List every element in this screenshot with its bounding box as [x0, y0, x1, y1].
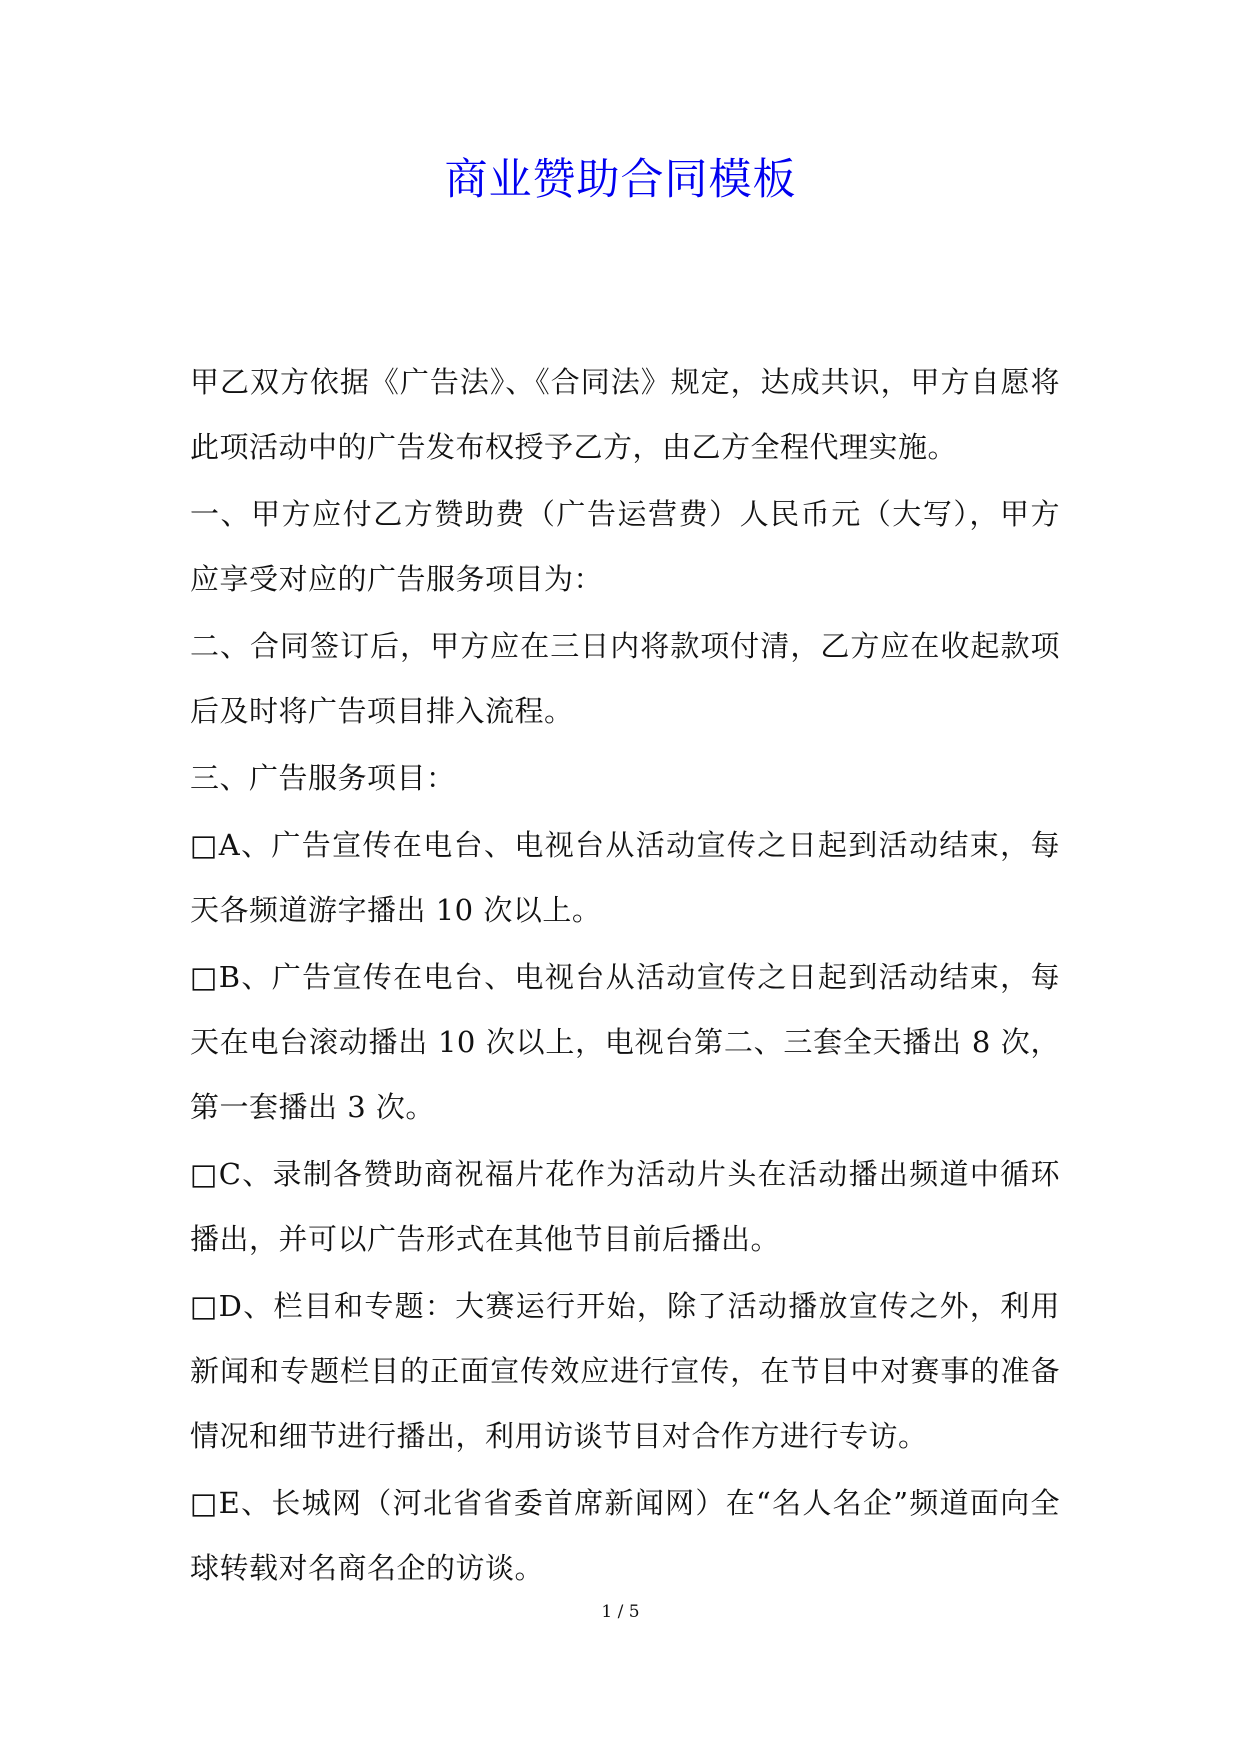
paragraph-option-c: □C、录制各赞助商祝福片花作为活动片头在活动播出频道中循环播出，并可以广告形式在其他节目前后播出。: [190, 1157, 1060, 1256]
paragraph-clause-3-heading: 三、广告服务项目：: [190, 761, 456, 795]
document-body: [190, 350, 1060, 1603]
paragraph-clause-1: 一、甲方应付乙方赞助费（广告运营费）人民币元（大写），甲方应享受对应的广告服务项目为：: [190, 497, 1060, 596]
paragraph-option-a: □A、广告宣传在电台、电视台从活动宣传之日起到活动结束，每天各频道游字播出 10 次以上。: [190, 828, 1060, 927]
page-number: 1 / 5: [601, 1602, 640, 1622]
paragraph-option-b: □B、广告宣传在电台、电视台从活动宣传之日起到活动结束，每天在电台滚动播出 10 次以上，电视台第二、三套全天播出 8 次，第一套播出 3 次。: [190, 960, 1060, 1124]
paragraph-option-d: □D、栏目和专题：大赛运行开始，除了活动播放宣传之外，利用新闻和专题栏目的正面宣传效应进行宣传，在节目中对赛事的准备情况和细节进行播出，利用访谈节目对合作方进行专访。: [190, 1289, 1060, 1453]
paragraph-intro: 甲乙双方依据《广告法》、《合同法》规定，达成共识，甲方自愿将此项活动中的广告发布权授予乙方，由乙方全程代理实施。: [190, 365, 1060, 464]
document-title: 商业赞助合同模板: [444, 155, 797, 205]
paragraph-option-e: □E、长城网（河北省省委首席新闻网）在“名人名企”频道面向全球转载对名商名企的访谈。: [190, 1486, 1060, 1585]
paragraph-clause-2: 二、合同签订后，甲方应在三日内将款项付清，乙方应在收起款项后及时将广告项目排入流程。: [190, 629, 1060, 728]
